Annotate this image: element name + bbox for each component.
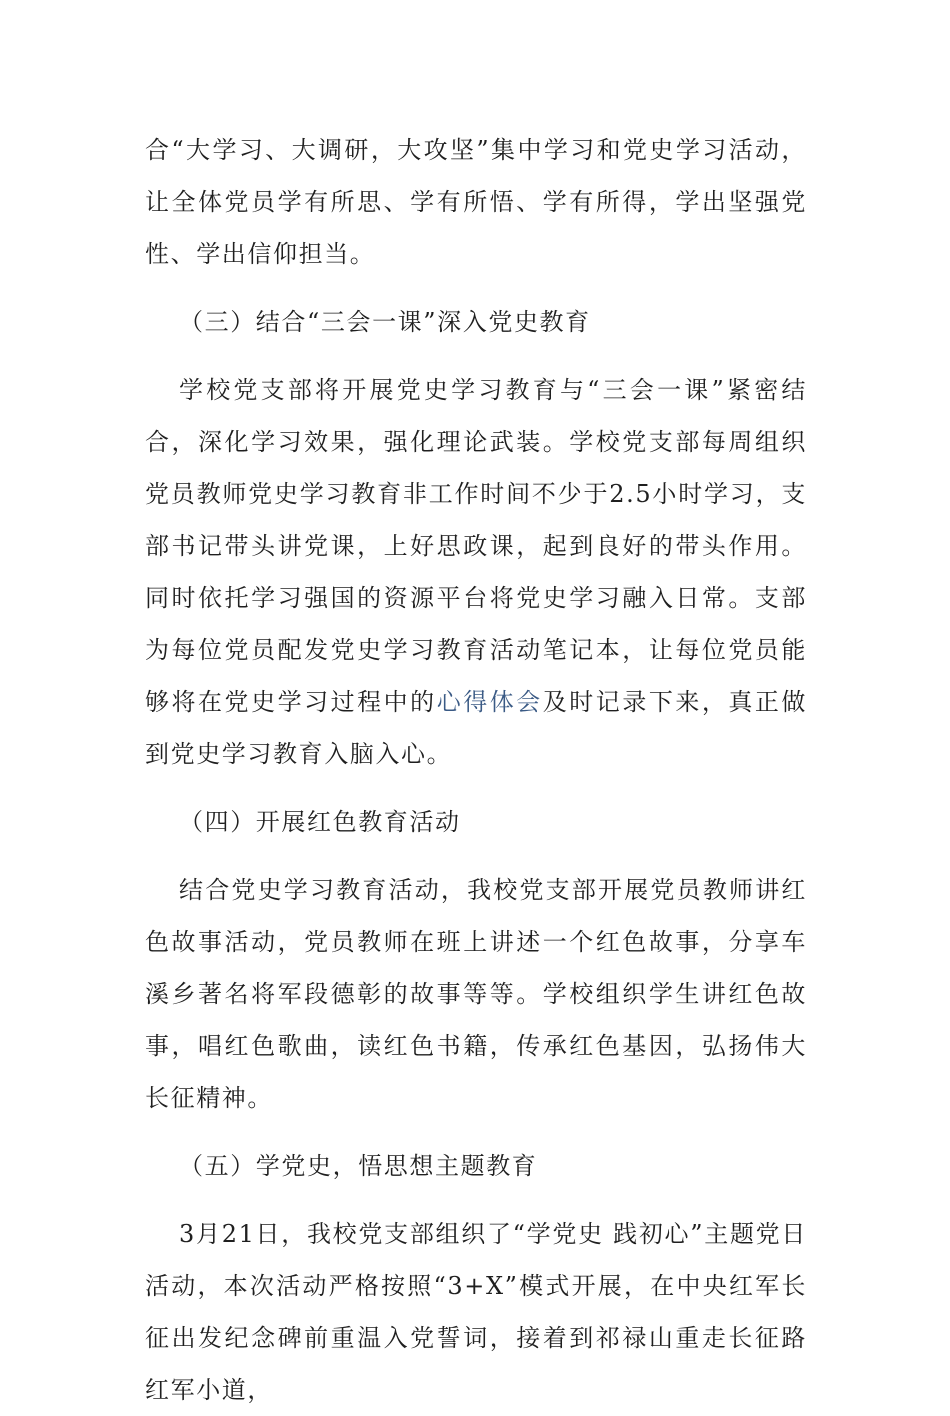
paragraph-three-meetings [145, 364, 807, 780]
section-heading-4: （四）开展红色教育活动 [179, 808, 461, 836]
paragraph-continued: 合“大学习、大调研，大攻坚”集中学习和党史学习活动，让全体党员学有所思、学有所悟、学有所得，学出坚强党性、学出信仰担当。 [145, 136, 807, 268]
paragraph-text: 学校党支部将开展党史学习教育与“三会一课”紧密结合，深化学习效果，强化理论武装。学校党支部每周组织党员教师党史学习教育非工作时间不少于2.5小时学习，支部书记带头讲党课，上好思政课，起到良好的带头作用。同时依托学习强国的资源平台将党史学习融入日常。支部为每位党员配发党史学习教育活动笔记本，让每位党员能够将在党史学习过程中的 [145, 376, 807, 716]
paragraph-party-day: 3月21日，我校党支部组织了“学党史 践初心”主题党日活动，本次活动严格按照“3+X”模式开展，在中央红军长征出发纪念碑前重温入党誓词，接着到祁禄山重走长征路红军小道， [145, 1220, 807, 1404]
experience-link[interactable]: 心得体会 [436, 688, 543, 716]
document-body [145, 124, 807, 1416]
section-heading-5: （五）学党史，悟思想主题教育 [179, 1152, 538, 1180]
paragraph-red-education: 结合党史学习教育活动，我校党支部开展党员教师讲红色故事活动，党员教师在班上讲述一个红色故事，分享车溪乡著名将军段德彰的故事等等。学校组织学生讲红色故事，唱红色歌曲，读红色书籍，传承红色基因，弘扬伟大长征精神。 [145, 876, 807, 1112]
section-heading-3: （三）结合“三会一课”深入党史教育 [179, 308, 591, 336]
paragraph-text: 及时记录下来，真正做到党史学习教育入脑入心。 [145, 688, 808, 768]
